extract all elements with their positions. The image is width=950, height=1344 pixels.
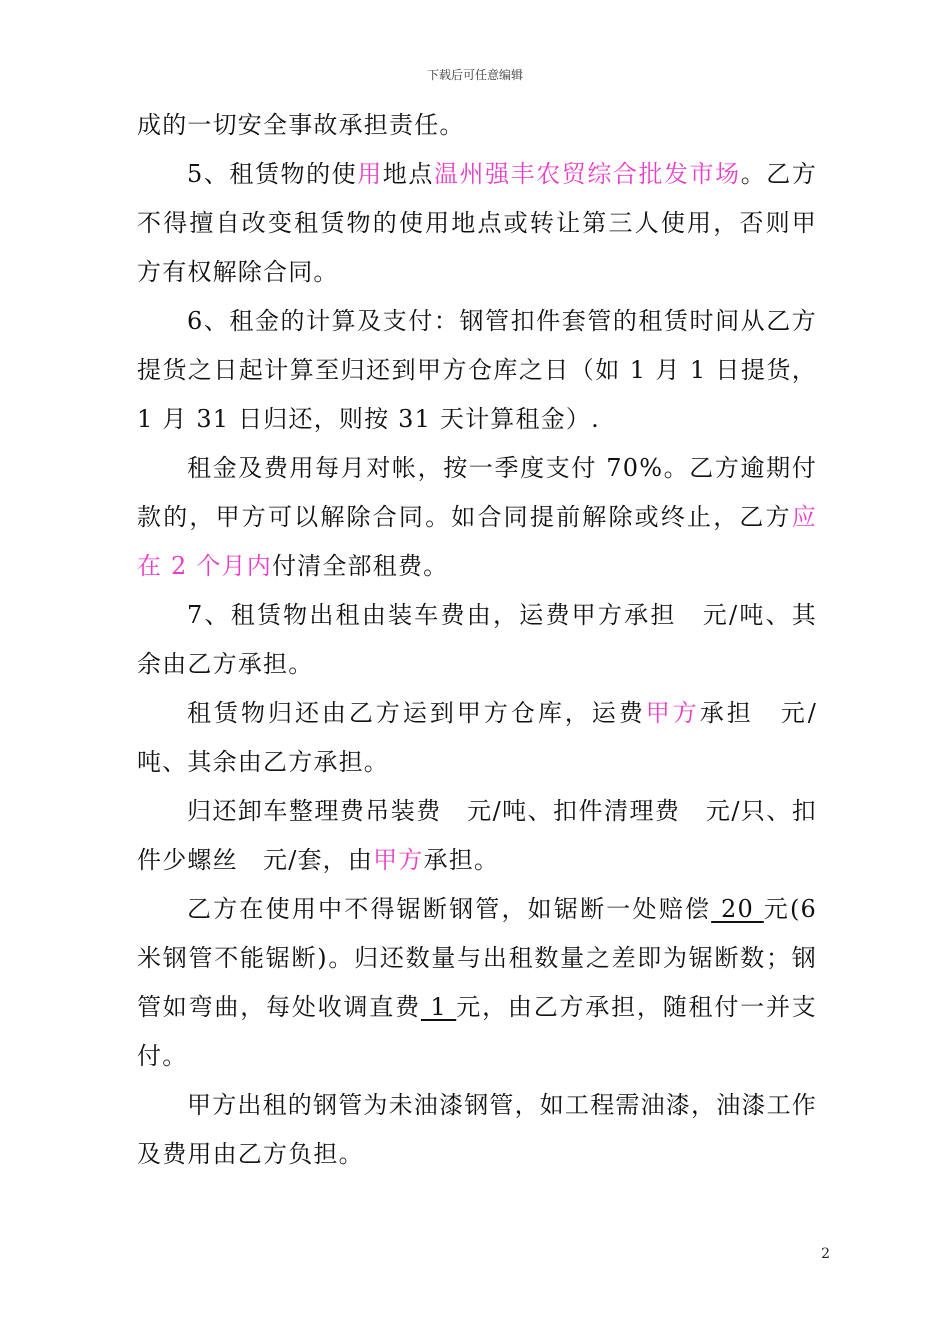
text-run: 元，由乙方承担，随租付一并支付。 (137, 993, 817, 1070)
highlighted-text: 温州强丰农贸综合批发市场 (433, 160, 741, 188)
text-run: 归还卸车整理费吊装费 元/吨、扣件清理费 元/只、扣件少螺丝 元/套，由 (137, 797, 817, 874)
text-run: 7、租赁物出租由装车费由，运费甲方承担 元/吨、其余由乙方承担。 (137, 601, 817, 678)
underlined-value: 1 (420, 993, 457, 1021)
text-run: 租金及费用每月对帐，按一季度支付 70%。乙方逾期付款的，甲方可以解除合同。如合同提前解除或终止，乙方 (137, 454, 817, 531)
paragraph (137, 1081, 817, 1179)
highlighted-text: 甲方 (373, 846, 424, 874)
text-run: 。乙方不得擅自改变租赁物的使用地点或转让第三人使用，否则甲方有权解除合同。 (137, 160, 818, 286)
text-run: 租赁物归还由乙方运到甲方仓库，运费 (187, 699, 646, 727)
paragraph (137, 885, 817, 1081)
paragraph (137, 101, 817, 150)
paragraph (137, 689, 817, 787)
text-run: 6、租金的计算及支付：钢管扣件套管的租赁时间从乙方提货之日起计算至归还到甲方仓库之日（如 1 月 1 日提货，1 月 31 日归还，则按 31 天计算租金）. (137, 307, 817, 433)
paragraph (137, 150, 817, 297)
text-run: 地点 (382, 160, 434, 188)
text-run: 成的一切安全事故承担责任。 (137, 111, 465, 139)
text-run: 承担。 (423, 846, 500, 874)
document-body (137, 101, 817, 1179)
text-run: 承担 元/吨、其余由乙方承担。 (137, 699, 817, 776)
page-number: 2 (821, 1246, 830, 1262)
paragraph (137, 444, 817, 591)
highlighted-text: 应在 2 个月内 (137, 503, 817, 580)
text-run: 甲方出租的钢管为未油漆钢管，如工程需油漆，油漆工作及费用由乙方负担。 (137, 1091, 817, 1168)
paragraph (137, 787, 817, 885)
text-run: 元(6 米钢管不能锯断)。归还数量与出租数量之差即为锯断数；钢管如弯曲，每处收调直费 (137, 895, 818, 1021)
highlighted-text: 甲方 (645, 699, 700, 727)
text-run: 付清全部租费。 (271, 552, 449, 580)
paragraph (137, 591, 817, 689)
paragraph (137, 297, 817, 444)
underlined-value: 20 (711, 895, 764, 923)
text-run: 乙方在使用中不得锯断钢管，如锯断一处赔偿 (187, 895, 712, 923)
page-header: 下载后可任意编辑 (426, 68, 523, 82)
text-run: 5、租赁物的使 (187, 160, 358, 188)
highlighted-text: 用 (357, 160, 383, 188)
